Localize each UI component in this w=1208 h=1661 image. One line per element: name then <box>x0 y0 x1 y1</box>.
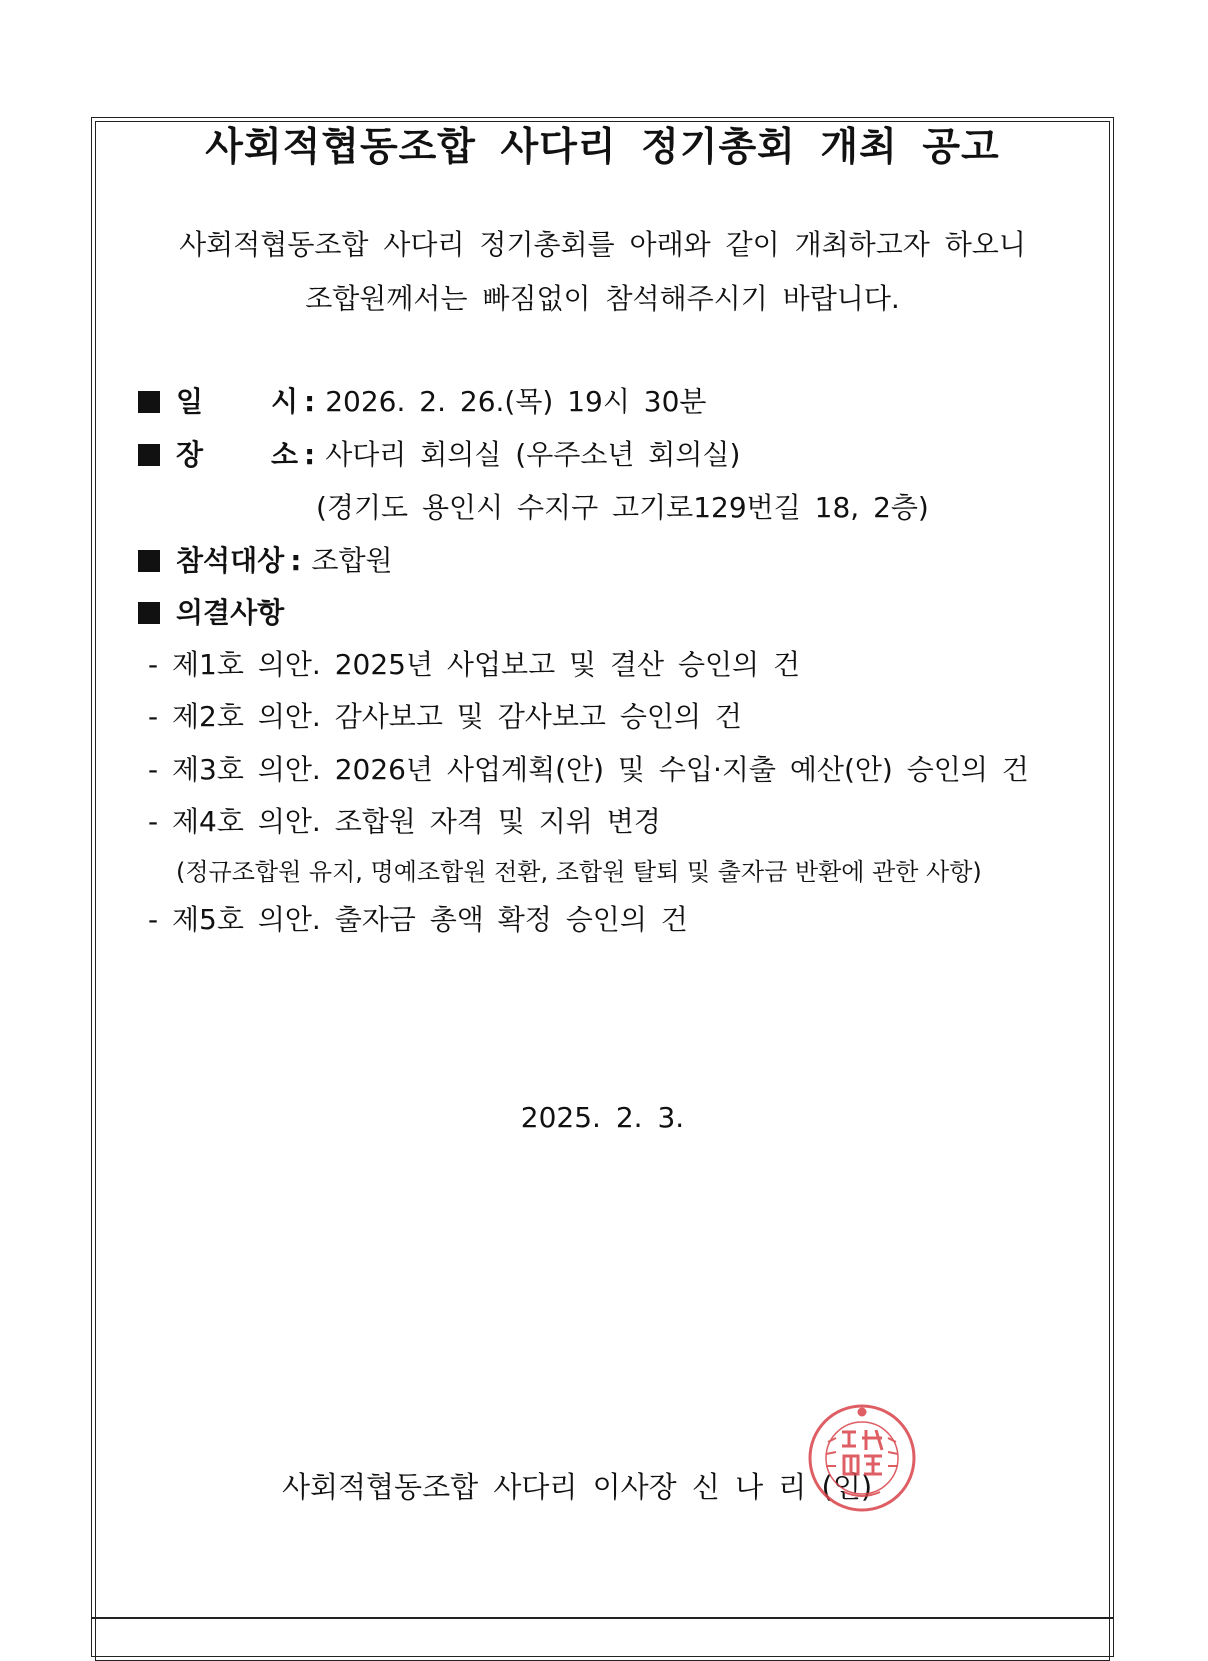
agenda-item-2: - 제2호 의안. 감사보고 및 감사보고 승인의 건 <box>148 700 742 733</box>
field-attendees <box>138 541 393 581</box>
field-resolutions <box>138 593 284 633</box>
seal-graphic <box>810 1406 914 1510</box>
field-place-label-2: 소 <box>270 438 298 471</box>
intro-line-2: 조합원께서는 빠짐없이 참석해주시기 바랍니다. <box>305 282 900 315</box>
field-attendees-colon: : <box>290 544 302 577</box>
bullet-square-icon <box>138 550 160 572</box>
chairperson-signature: 사회적협동조합 사다리 이사장 신 나 리 (인) <box>282 1470 873 1504</box>
document-inner-border <box>95 121 1110 1661</box>
field-place-value: 사다리 회의실 (우주소년 회의실) <box>325 438 741 471</box>
notice-title: 사회적협동조합 사다리 정기총회 개최 공고 <box>205 125 1000 170</box>
official-seal-stamp <box>806 1402 918 1514</box>
field-place-label-1: 장 <box>176 438 204 471</box>
field-datetime-value: 2026. 2. 26.(목) 19시 30분 <box>325 385 707 418</box>
bullet-square-icon <box>138 444 160 466</box>
field-place <box>138 435 740 475</box>
agenda-item-5: - 제5호 의안. 출자금 총액 확정 승인의 건 <box>148 903 688 936</box>
field-datetime-label-1: 일 <box>176 385 204 418</box>
agenda-item-4-note: (정규조합원 유지, 명예조합원 전환, 조합원 탈퇴 및 출자금 반환에 관한 사항) <box>176 858 982 886</box>
field-datetime-label-2: 시 <box>270 385 298 418</box>
field-attendees-label: 참석대상 <box>176 544 285 577</box>
bullet-square-icon <box>138 391 160 413</box>
field-place-label <box>176 435 298 475</box>
agenda-item-4: - 제4호 의안. 조합원 자격 및 지위 변경 <box>148 805 661 838</box>
field-resolutions-label: 의결사항 <box>176 596 285 629</box>
field-attendees-value: 조합원 <box>311 544 393 577</box>
field-datetime <box>138 382 706 422</box>
agenda-item-3: - 제3호 의안. 2026년 사업계획(안) 및 수입·지출 예산(안) 승인의 건 <box>148 753 1029 786</box>
intro-line-1: 사회적협동조합 사다리 정기총회를 아래와 같이 개최하고자 하오니 <box>179 228 1026 261</box>
field-place-address: (경기도 용인시 수지구 고기로129번길 18, 2층) <box>316 491 929 524</box>
agenda-item-1: - 제1호 의안. 2025년 사업보고 및 결산 승인의 건 <box>148 648 801 681</box>
footer-divider <box>91 1617 1114 1619</box>
field-datetime-colon: : <box>304 385 316 418</box>
notice-date: 2025. 2. 3. <box>520 1101 685 1134</box>
field-place-colon: : <box>304 438 316 471</box>
field-datetime-label <box>176 382 298 422</box>
bullet-square-icon <box>138 602 160 624</box>
